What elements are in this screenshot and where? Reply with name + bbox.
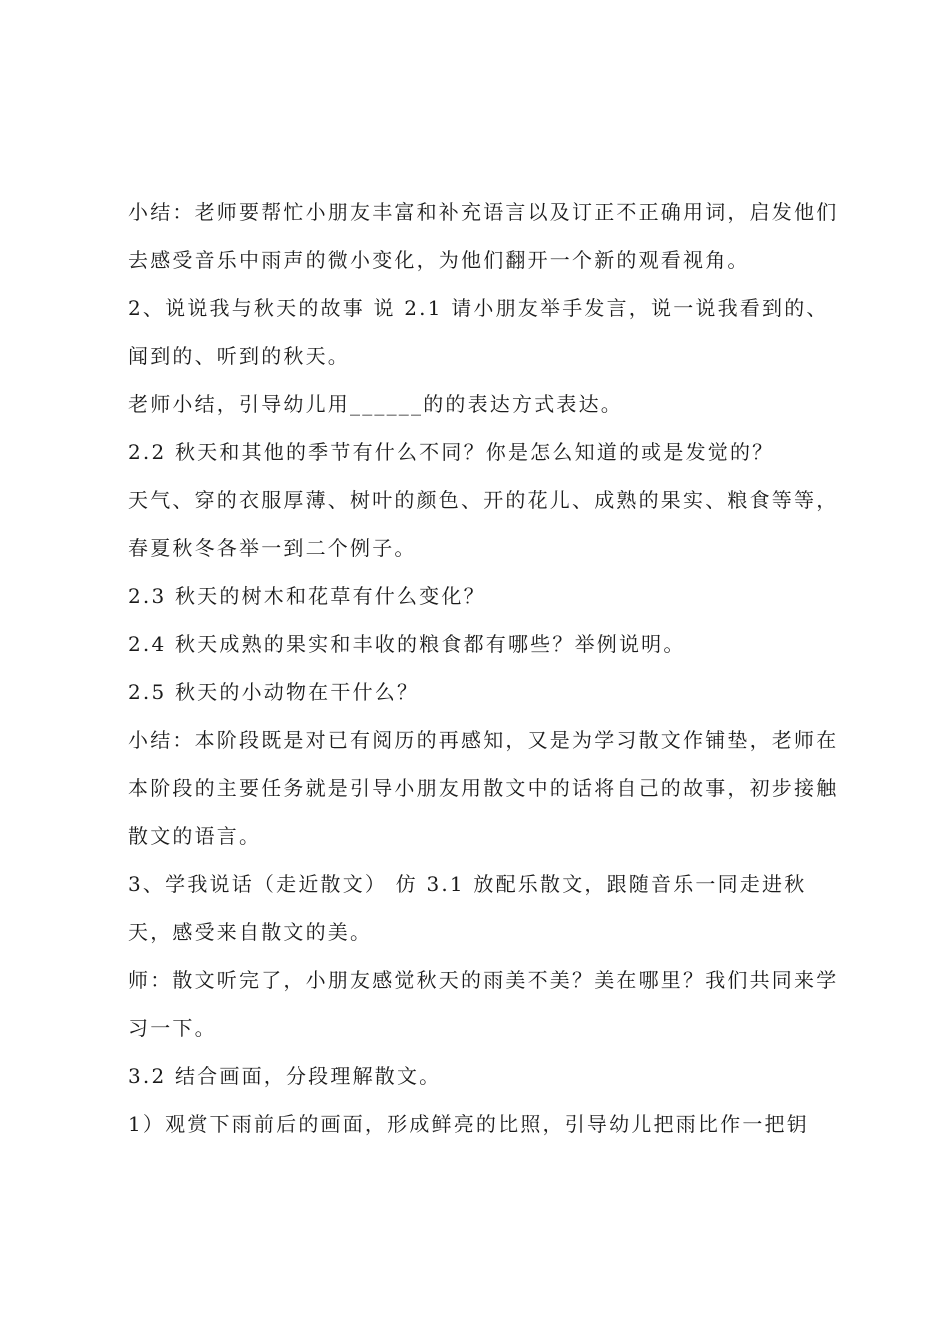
paragraph-question-2-5: 2.5 秋天的小动物在干什么？ [128,680,420,704]
paragraph-step-3-2: 3.2 结合画面，分段理解散文。 [128,1064,442,1088]
paragraph-section-2: 2、说说我与秋天的故事 说 2.1 请小朋友举手发言，说一说我看到的、闻到的、听到的秋天。 [128,296,829,368]
document-body [128,188,840,1148]
paragraph-question-2-4: 2.4 秋天成熟的果实和丰收的粮食都有哪些？举例说明。 [128,632,686,656]
paragraph-step-1: 1）观赏下雨前后的画面，形成鲜亮的比照，引导幼儿把雨比作一把钥 [128,1112,809,1136]
paragraph-question-2-2: 2.2 秋天和其他的季节有什么不同？你是怎么知道的或是发觉的？ [128,440,775,464]
paragraph-teacher-summary: 老师小结，引导幼儿用______的的表达方式表达。 [128,392,623,416]
paragraph-section-3: 3、学我说话（走近散文） 仿 3.1 放配乐散文，跟随音乐一同走进秋天，感受来自散文的美。 [128,872,807,944]
paragraph-teacher-question: 师：散文听完了，小朋友感觉秋天的雨美不美？美在哪里？我们共同来学习一下。 [128,968,839,1040]
paragraph-summary-1: 小结：老师要帮忙小朋友丰富和补充语言以及订正不正确用词，启发他们去感受音乐中雨声的微小变化，为他们翻开一个新的观看视角。 [128,200,839,272]
paragraph-summary-2: 小结：本阶段既是对已有阅历的再感知，又是为学习散文作铺垫，老师在本阶段的主要任务就是引导小朋友用散文中的话将自己的故事，初步接触散文的语言。 [128,728,839,848]
paragraph-question-2-3: 2.3 秋天的树木和花草有什么变化？ [128,584,486,608]
paragraph-examples: 天气、穿的衣服厚薄、树叶的颜色、开的花儿、成熟的果实、粮食等等，春夏秋冬各举一到二个例子。 [128,488,839,560]
